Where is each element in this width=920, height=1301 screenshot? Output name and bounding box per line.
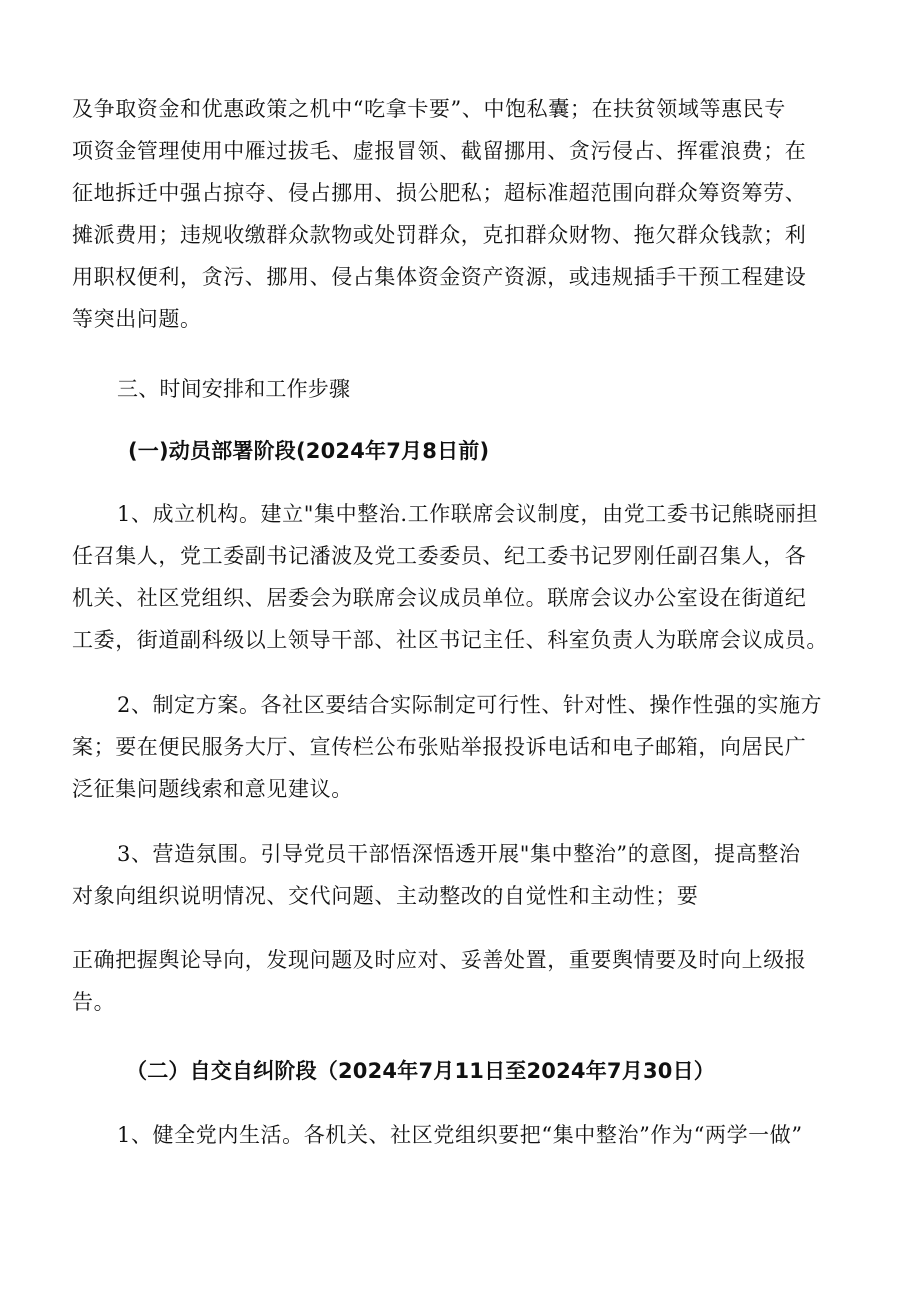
- paragraph-line: 及争取资金和优惠政策之机中“吃拿卡要”、中饱私囊；在扶贫领域等惠民专: [72, 97, 786, 121]
- section-heading: 三、时间安排和工作步骤: [117, 377, 351, 401]
- paragraph-line: 3、营造氛围。引导党员干部悟深悟透开展"集中整治”的意图，提高整治: [117, 842, 801, 866]
- paragraph-line: 对象向组织说明情况、交代问题、主动整改的自觉性和主动性；要: [72, 884, 699, 908]
- paragraph-line: 摊派费用；违规收缴群众款物或处罚群众，克扣群众财物、拖欠群众钱款；利: [72, 223, 807, 247]
- paragraph-line: 告。: [72, 990, 116, 1014]
- paragraph-line: 案；要在便民服务大厅、宣传栏公布张贴举报投诉电话和电子邮箱，向居民广: [72, 735, 807, 759]
- paragraph-line: 机关、社区党组织、居委会为联席会议成员单位。联席会议办公室设在街道纪: [72, 586, 807, 610]
- paragraph-line: 泛征集问题线索和意见建议。: [72, 777, 353, 801]
- stage-heading: (一)动员部署阶段(2024年7月8日前): [128, 439, 490, 463]
- paragraph-line: 任召集人，党工委副书记潘波及党工委委员、纪工委书记罗刚任副召集人，各: [72, 544, 807, 568]
- paragraph-line: 项资金管理使用中雁过拔毛、虚报冒领、截留挪用、贪污侵占、挥霍浪费；在: [72, 139, 807, 163]
- stage-heading: （二）自交自纠阶段（2024年7月11日至2024年7月30日）: [126, 1059, 715, 1083]
- paragraph-line: 1、健全党内生活。各机关、社区党组织要把“集中整治”作为“两学一做”: [117, 1123, 803, 1147]
- paragraph-line: 工委，街道副科级以上领导干部、社区书记主任、科室负责人为联席会议成员。: [72, 628, 828, 652]
- paragraph-line: 等突出问题。: [72, 307, 202, 331]
- paragraph-line: 正确把握舆论导向，发现问题及时应对、妥善处置，重要舆情要及时向上级报: [72, 948, 807, 972]
- paragraph-line: 用职权便利，贪污、挪用、侵占集体资金资产资源，或违规插手干预工程建设: [72, 265, 807, 289]
- paragraph-line: 2、制定方案。各社区要结合实际制定可行性、针对性、操作性强的实施方: [117, 693, 823, 717]
- paragraph-line: 1、成立机构。建立"集中整治.工作联席会议制度，由党工委书记熊晓丽担: [117, 502, 819, 526]
- paragraph-line: 征地拆迁中强占掠夺、侵占挪用、损公肥私；超标准超范围向群众筹资筹劳、: [72, 181, 807, 205]
